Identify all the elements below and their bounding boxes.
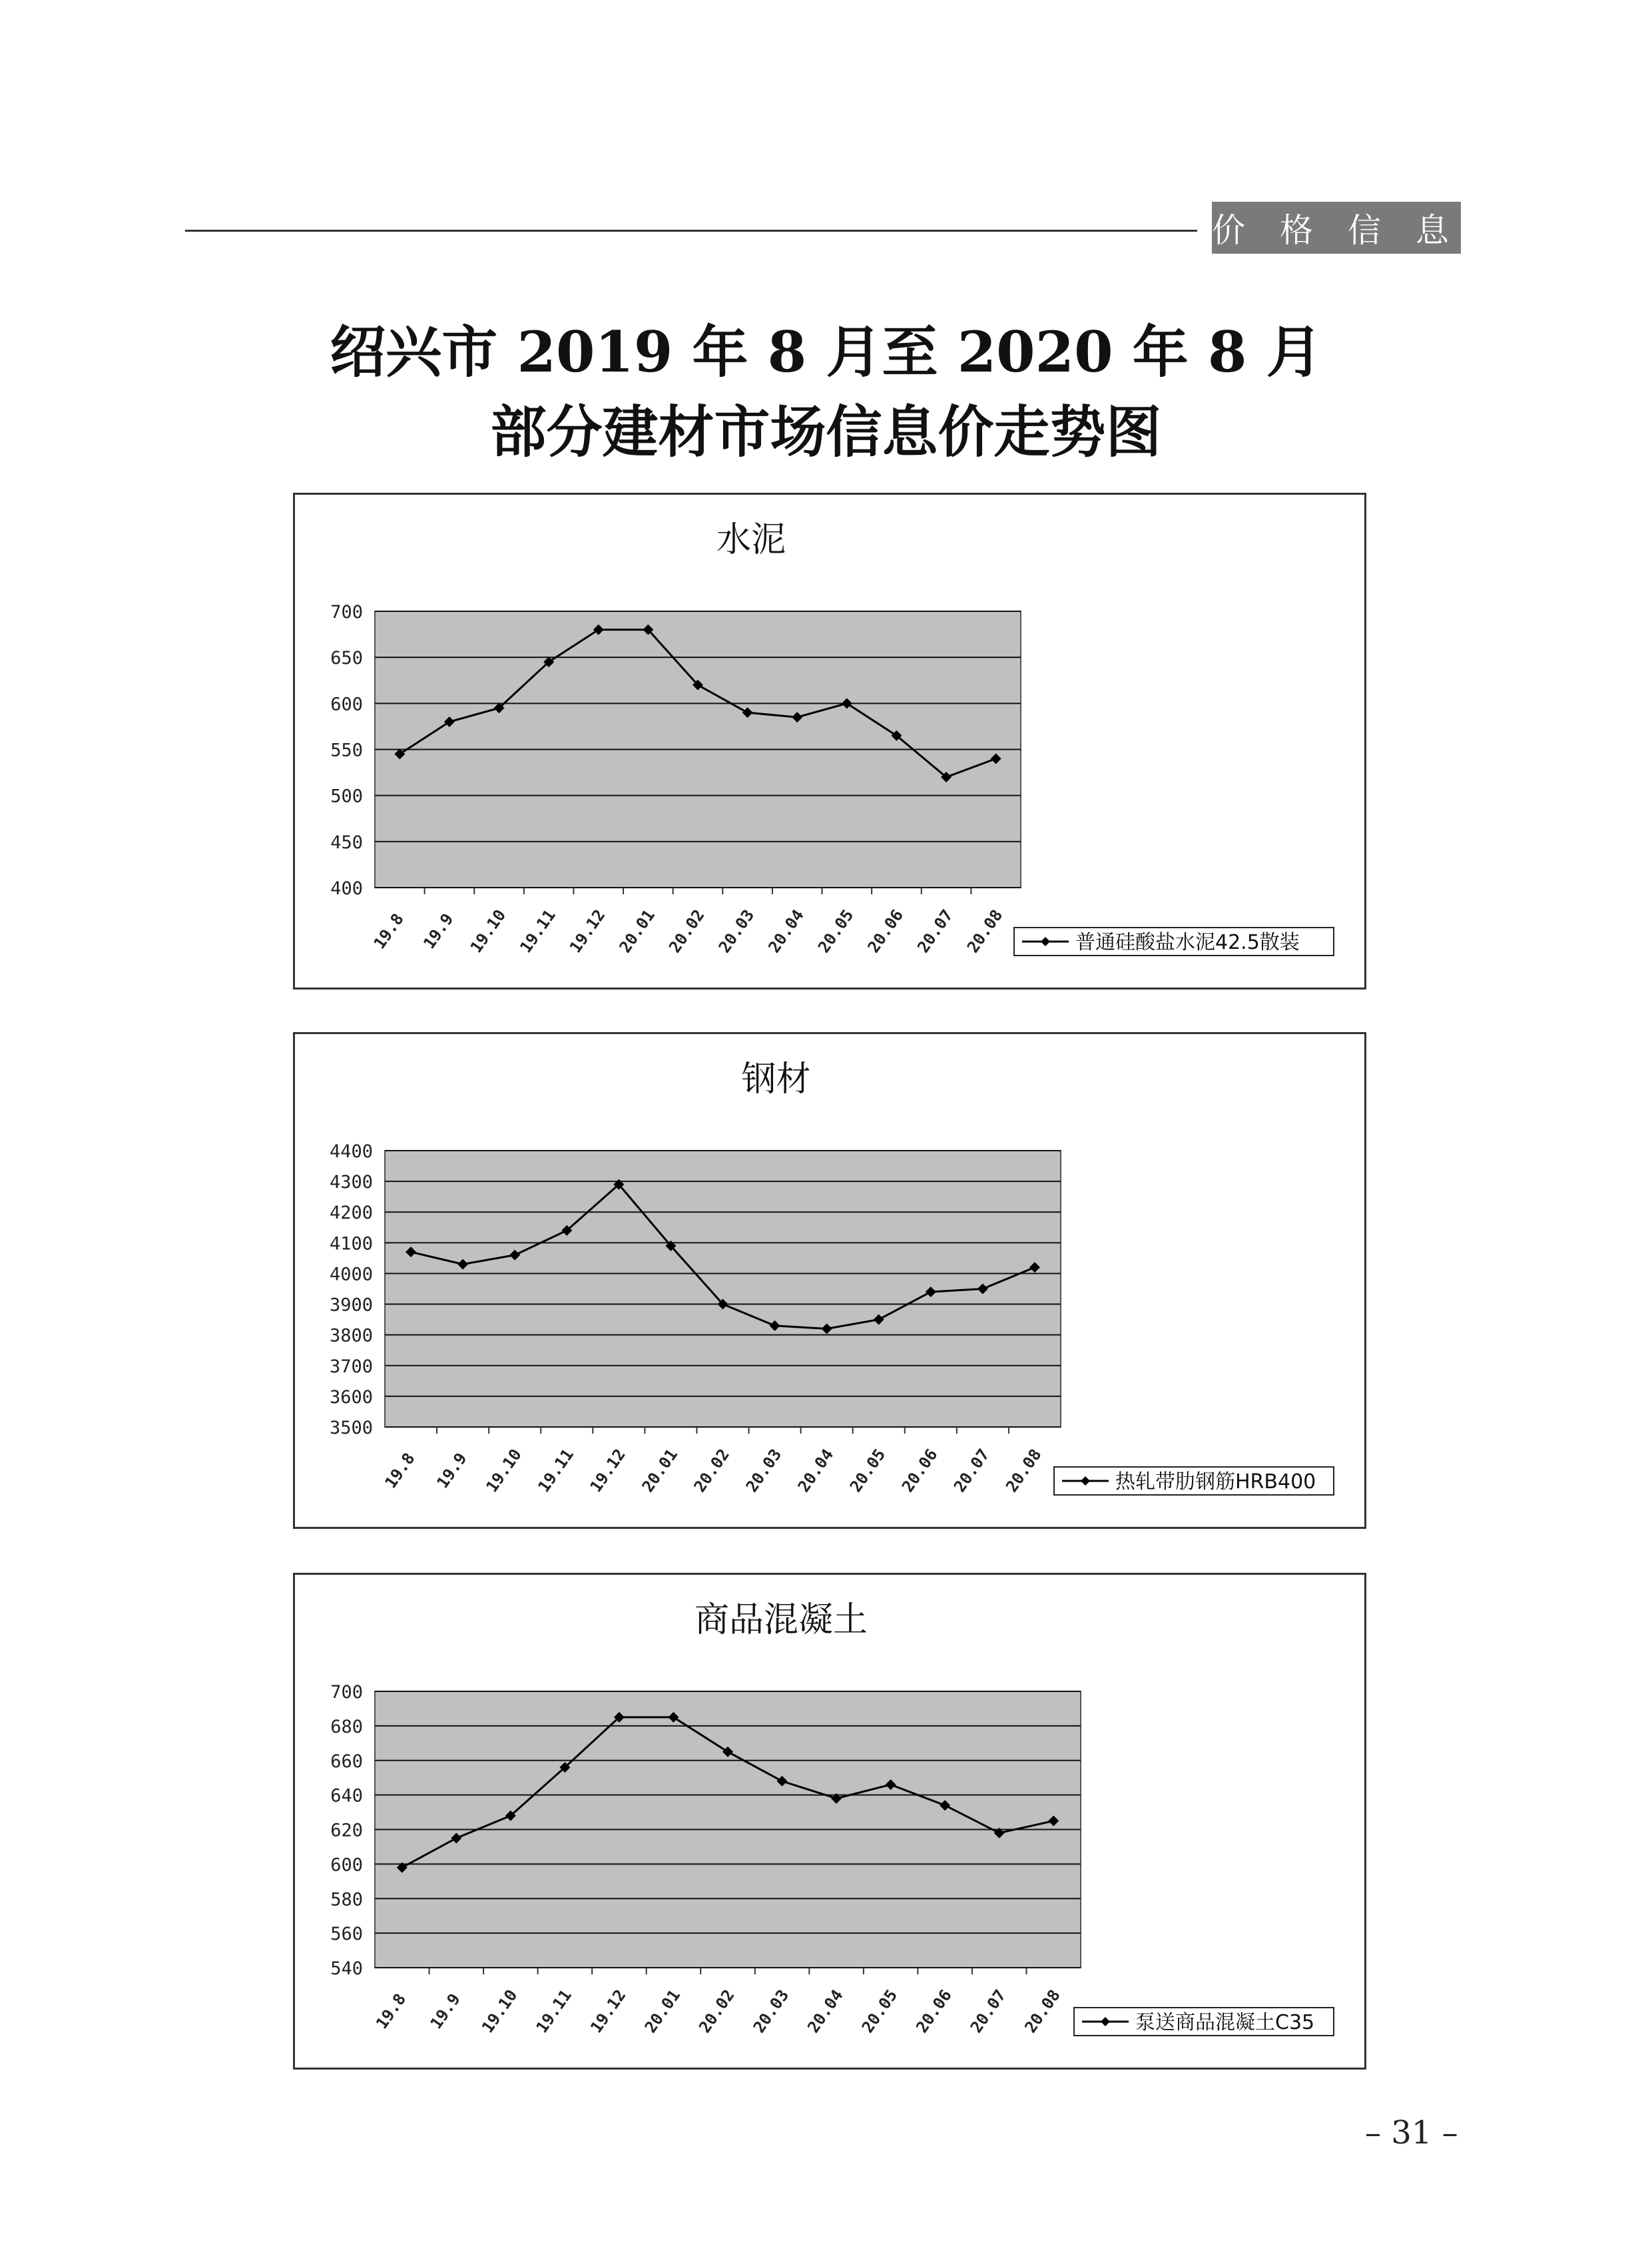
x-tick-label: 20.05 bbox=[858, 1986, 902, 2037]
plot-area bbox=[385, 1151, 1061, 1427]
y-tick-label: 4300 bbox=[329, 1172, 373, 1193]
x-tick-label: 20.08 bbox=[1002, 1445, 1045, 1496]
x-tick-label: 19.10 bbox=[478, 1986, 521, 2037]
y-tick-label: 580 bbox=[330, 1889, 363, 1910]
x-tick-label: 20.04 bbox=[794, 1445, 838, 1496]
y-tick-label: 560 bbox=[330, 1924, 363, 1945]
y-tick-label: 400 bbox=[330, 878, 363, 899]
chart-cement-svg bbox=[295, 495, 1364, 988]
x-tick-label: 20.01 bbox=[638, 1445, 682, 1496]
x-tick-label: 20.05 bbox=[846, 1445, 890, 1496]
y-tick-label: 550 bbox=[330, 740, 363, 761]
x-tick-label: 19.8 bbox=[381, 1449, 419, 1492]
chart-title: 商品混凝土 bbox=[694, 1600, 868, 1640]
section-tab: 价 格 信 息 bbox=[1212, 202, 1461, 254]
x-tick-label: 19.11 bbox=[532, 1986, 576, 2037]
chart-steel-svg bbox=[295, 1034, 1364, 1527]
x-tick-label: 20.07 bbox=[914, 906, 957, 957]
page-title-line2: 部分建材市场信息价走势图 bbox=[490, 399, 1162, 465]
x-tick-label: 20.02 bbox=[665, 906, 708, 957]
page-number: – 31 – bbox=[1365, 2114, 1458, 2151]
x-tick-label: 20.04 bbox=[764, 906, 808, 957]
x-tick-label: 20.07 bbox=[950, 1445, 993, 1496]
y-tick-label: 4400 bbox=[329, 1141, 373, 1162]
y-tick-label: 450 bbox=[330, 832, 363, 853]
x-tick-label: 20.06 bbox=[912, 1986, 956, 2037]
x-tick-label: 20.05 bbox=[814, 906, 858, 957]
x-tick-label: 20.08 bbox=[963, 906, 1007, 957]
x-tick-label: 20.04 bbox=[804, 1986, 847, 2037]
y-tick-label: 620 bbox=[330, 1820, 363, 1841]
y-tick-label: 660 bbox=[330, 1751, 363, 1772]
y-tick-label: 540 bbox=[330, 1958, 363, 1979]
x-tick-label: 19.9 bbox=[419, 910, 457, 953]
x-tick-label: 19.8 bbox=[372, 1990, 410, 2033]
legend-label: 热轧带肋钢筋HRB400 bbox=[1115, 1470, 1316, 1494]
chart-cement bbox=[293, 493, 1366, 989]
y-tick-label: 3500 bbox=[329, 1418, 373, 1438]
chart-title: 钢材 bbox=[741, 1059, 811, 1099]
x-tick-label: 19.12 bbox=[566, 906, 609, 957]
x-tick-label: 20.02 bbox=[695, 1986, 738, 2037]
x-tick-label: 20.06 bbox=[898, 1445, 942, 1496]
y-tick-label: 700 bbox=[330, 1682, 363, 1703]
x-tick-label: 19.9 bbox=[426, 1990, 464, 2033]
y-tick-label: 650 bbox=[330, 648, 363, 669]
x-tick-label: 19.11 bbox=[534, 1445, 577, 1496]
chart-title: 水泥 bbox=[716, 520, 786, 560]
y-tick-label: 640 bbox=[330, 1785, 363, 1807]
legend-label: 普通硅酸盐水泥42.5散装 bbox=[1075, 931, 1300, 954]
x-tick-label: 20.08 bbox=[1021, 1986, 1064, 2037]
x-tick-label: 20.07 bbox=[966, 1986, 1010, 2037]
y-tick-label: 4100 bbox=[329, 1233, 373, 1255]
y-tick-label: 500 bbox=[330, 786, 363, 807]
x-tick-label: 20.01 bbox=[641, 1986, 685, 2037]
y-tick-label: 3700 bbox=[329, 1356, 373, 1377]
chart-concrete bbox=[293, 1573, 1366, 2070]
x-tick-label: 20.02 bbox=[690, 1445, 734, 1496]
x-tick-label: 20.01 bbox=[615, 906, 659, 957]
x-tick-label: 19.12 bbox=[587, 1986, 630, 2037]
chart-concrete-svg bbox=[295, 1575, 1364, 2068]
x-tick-label: 19.10 bbox=[482, 1445, 525, 1496]
y-tick-label: 3800 bbox=[329, 1325, 373, 1346]
y-tick-label: 680 bbox=[330, 1716, 363, 1737]
y-tick-label: 4000 bbox=[329, 1264, 373, 1285]
x-tick-label: 19.8 bbox=[370, 910, 408, 953]
x-tick-label: 19.9 bbox=[433, 1449, 471, 1492]
y-tick-label: 4200 bbox=[329, 1203, 373, 1224]
x-tick-label: 19.11 bbox=[516, 906, 559, 957]
header-rule bbox=[185, 230, 1197, 232]
page-title-line1: 绍兴市 2019 年 8 月至 2020 年 8 月 bbox=[330, 319, 1322, 385]
chart-steel bbox=[293, 1032, 1366, 1529]
x-tick-label: 20.03 bbox=[714, 906, 758, 957]
y-tick-label: 3600 bbox=[329, 1386, 373, 1408]
y-tick-label: 600 bbox=[330, 1854, 363, 1876]
x-tick-label: 19.10 bbox=[466, 906, 510, 957]
x-tick-label: 19.12 bbox=[586, 1445, 629, 1496]
legend-label: 泵送商品混凝土C35 bbox=[1135, 2011, 1315, 2034]
x-tick-label: 20.03 bbox=[742, 1445, 786, 1496]
y-tick-label: 600 bbox=[330, 694, 363, 715]
x-tick-label: 20.06 bbox=[864, 906, 908, 957]
x-tick-label: 20.03 bbox=[749, 1986, 793, 2037]
y-tick-label: 3900 bbox=[329, 1294, 373, 1316]
y-tick-label: 700 bbox=[330, 602, 363, 623]
